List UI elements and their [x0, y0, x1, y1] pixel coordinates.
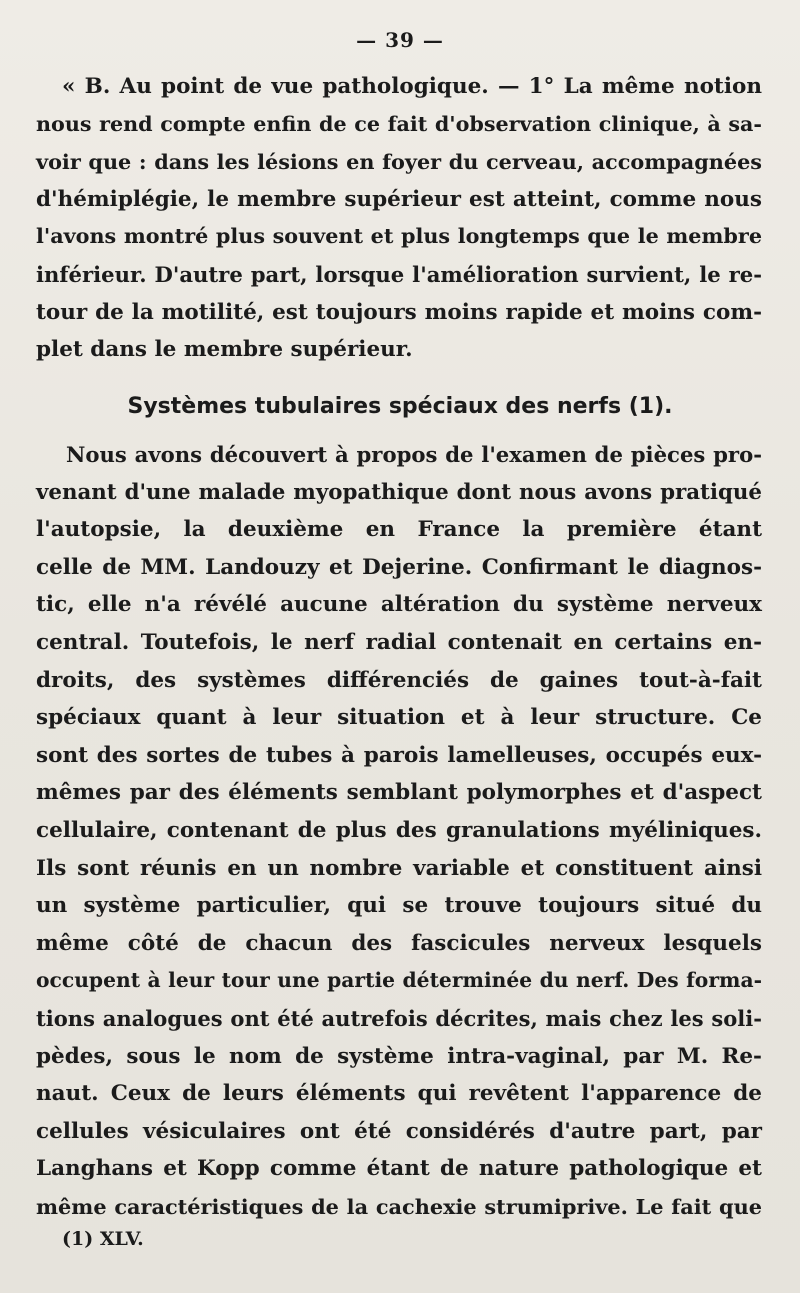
- text-line: Langhans et Kopp comme étant de nature pathologique et: [36, 1156, 762, 1182]
- text-line: celle de MM. Landouzy et Dejerine. Confirmant le diagnos-: [36, 554, 762, 580]
- text-line: mêmes par des éléments semblant polymorphes et d'aspect: [36, 780, 762, 806]
- text-line: cellulaire, contenant de plus des granulations myéliniques.: [36, 817, 762, 843]
- text-line: l'autopsie, la deuxième en France la première étant: [36, 517, 762, 543]
- text-line: l'avons montré plus souvent et plus longtemps que le membre: [36, 224, 762, 249]
- text-line: droits, des systèmes différenciés de gaines tout-à-fait: [36, 667, 762, 693]
- text-line: inférieur. D'autre part, lorsque l'amélioration survient, le re-: [36, 261, 762, 287]
- text-line: d'hémiplégie, le membre supérieur est atteint, comme nous: [36, 186, 762, 212]
- text-line: spéciaux quant à leur situation et à leur structure. Ce: [36, 705, 762, 731]
- text-line: sont des sortes de tubes à parois lamelleuses, occupés eux-: [36, 742, 762, 768]
- text-line: tic, elle n'a révélé aucune altération du système nerveux: [36, 592, 762, 618]
- text-line: un système particulier, qui se trouve toujours situé du: [36, 893, 762, 919]
- body-paragraph: [36, 436, 762, 1225]
- text-line: occupent à leur tour une partie déterminée du nerf. Des forma-: [36, 968, 762, 993]
- footnote: (1) XLV.: [62, 1228, 144, 1250]
- text-line: même côté de chacun des fascicules nerveux lesquels: [36, 930, 762, 956]
- text-line: « B. Au point de vue pathologique. — 1° La même notion: [62, 74, 762, 99]
- text-line: pèdes, sous le nom de système intra-vaginal, par M. Re-: [36, 1043, 762, 1069]
- text-line: venant d'une malade myopathique dont nous avons pratiqué: [36, 479, 762, 505]
- text-line: Ils sont réunis en un nombre variable et constituent ainsi: [36, 855, 762, 881]
- text-line: naut. Ceux de leurs éléments qui revêtent l'apparence de: [36, 1081, 762, 1107]
- text-line: voir que : dans les lésions en foyer du cerveau, accompagnées: [36, 149, 762, 175]
- text-line: tour de la motilité, est toujours moins rapide et moins com-: [36, 299, 762, 325]
- intro-paragraph: [36, 68, 762, 369]
- text-line: cellules vésiculaires ont été considérés d'autre part, par: [36, 1118, 762, 1144]
- text-line: Nous avons découvert à propos de l'examen de pièces pro-: [66, 442, 762, 467]
- text-line: même caractéristiques de la cachexie strumiprive. Le fait que: [36, 1193, 762, 1219]
- page-number: — 39 —: [356, 28, 444, 52]
- text-line: central. Toutefois, le nerf radial contenait en certains en-: [36, 629, 762, 655]
- section-heading: Systèmes tubulaires spéciaux des nerfs (1).: [127, 394, 673, 419]
- text-line: tions analogues ont été autrefois décrites, mais chez les soli-: [36, 1005, 762, 1031]
- text-line: nous rend compte enfin de ce fait d'observation clinique, à sa-: [36, 111, 762, 136]
- text-line: plet dans le membre supérieur.: [36, 337, 413, 363]
